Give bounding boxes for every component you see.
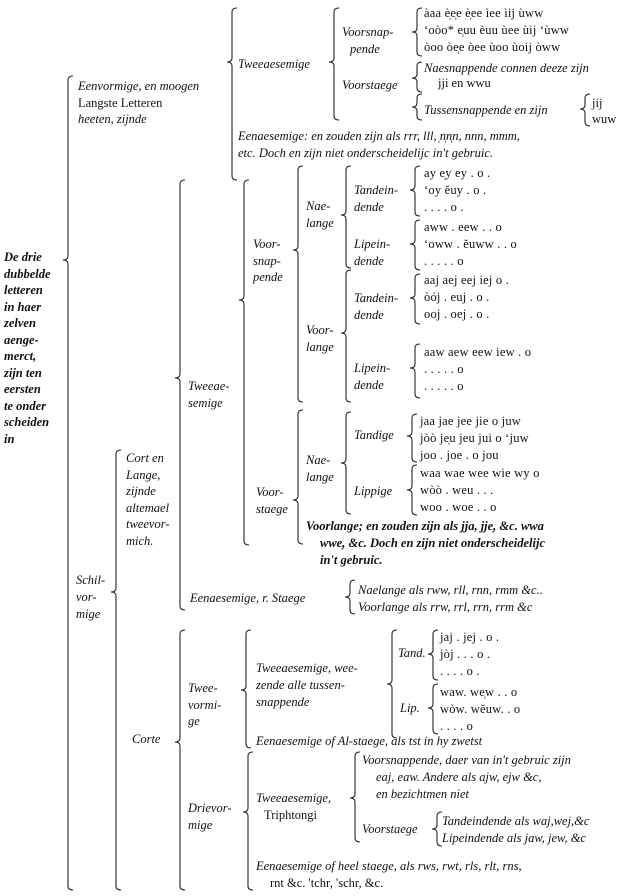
- voorsnappende-brace: [412, 8, 422, 56]
- vs-vl-tand-label: Tandein- dende: [354, 291, 398, 322]
- tweeaesemige-label: Tweeaesemige: [238, 57, 310, 71]
- vs-nl-lip-rows: aww . eew . . o ‘oww . ĕuww . . o . . . . . o: [424, 220, 517, 268]
- triphtongi-voorstaege-brace: [432, 812, 442, 846]
- vst-naelange-label: Nae- lange: [306, 453, 334, 484]
- cl-eenaesemige-values: Naelange als rww, rll, rnn, rmm &c.. Voorlange als rrw, rrl, rrn, rrm &c: [358, 583, 543, 614]
- schilvormige-brace: [111, 450, 121, 890]
- corte-tweevormige-label: Twee- vormi- ge: [188, 681, 222, 728]
- vst-tandige-label: Tandige: [354, 428, 394, 442]
- vs-nl-tand-rows: ay e̜y ey . o . ‘oy ĕuy . o . . . . . o .: [424, 166, 491, 214]
- corte-lip-label: Lip.: [400, 701, 420, 715]
- cl-tweeaesemige-label: Tweeae- semige: [188, 379, 230, 410]
- corte-lip-brace: [428, 684, 438, 734]
- vs-naelange-label: Nae- lange: [306, 199, 334, 230]
- vs-vl-lip-label: Lipein- dende: [354, 361, 391, 392]
- vs-naelange-brace: [341, 166, 351, 268]
- vst-lip-rows: waa wae wee wie wy o wòò . weu . . . woo . woe . . o: [420, 466, 540, 514]
- vs-vl-tand-brace: [410, 274, 420, 324]
- corte-tand-label: Tand.: [398, 646, 426, 660]
- root-brace: [63, 76, 73, 890]
- vst-lip-brace: [407, 465, 417, 515]
- vst-naelange-brace: [341, 412, 351, 514]
- cl-tweeaesemige-brace: [239, 180, 249, 545]
- tussen-values-brace: [580, 94, 590, 126]
- drievormige-label: Drievor- mige: [188, 801, 232, 832]
- corte-tweeaes-label: Tweeaesemige, wee- zende alle tussen- snappende: [256, 661, 358, 709]
- corte-brace: [175, 630, 185, 890]
- vst-tand-brace: [407, 414, 417, 462]
- vs-vl-lip-brace: [410, 344, 420, 398]
- corte-tweevormige-brace: [241, 630, 251, 748]
- vs-nl-tand-brace: [410, 166, 420, 216]
- cl-eenaesemige-label: Eenaesemige, r. Staege: [190, 591, 306, 605]
- tweeaesemige-brace: [329, 8, 339, 120]
- cort-en-lange-brace: [175, 180, 185, 610]
- triphtongi-voorsnap-note: Voorsnappende, daer van in't gebruic zijn eaj, eaw. Andere als ajw, ejw &c, en bezichtmen niet: [362, 753, 571, 801]
- root-label: De drie dubbelde letteren in haer zelven aenge- merct, zijn ten eersten te onder scheiden in: [4, 250, 51, 446]
- vs-voorlange-label: Voor- lange: [306, 323, 334, 354]
- voorsnappende-brace-2: [293, 166, 303, 402]
- tussensnappende-values: jij wuw: [592, 96, 617, 126]
- cl-eenaesemige-brace: [345, 580, 355, 614]
- cl-voorsnappende-label: Voor- snap- pende: [253, 237, 283, 284]
- tussensnappende-text: Tussensnappende en zijn: [424, 103, 548, 117]
- schilvormige-label: Schil- vor- mige: [76, 573, 106, 621]
- corte-label: Corte: [132, 732, 161, 746]
- cl-voorstaege-label: Voor- staege: [256, 485, 288, 516]
- corte-lip-rows: waw. we̜w . . o wòw. wĕuw. . o . . . . o: [440, 685, 521, 733]
- vs-nl-lip-brace: [410, 220, 420, 270]
- cl-voorstaege-brace: [293, 410, 303, 544]
- naesnappende-values: jji en wwu: [438, 76, 491, 90]
- drievormige-brace: [243, 752, 253, 890]
- vs-vl-tand-rows: aaj aej eej iej o . òój . euj . o . ooj . oej . o .: [424, 273, 510, 321]
- eenvormige-heading: Eenvormige, en moogen Langste Letteren heeten, zijnde: [78, 79, 200, 126]
- vst-lippige-label: Lippige: [354, 484, 393, 498]
- corte-tand-rows: jaj . jej . o . jòj . . . o . . . . . o .: [440, 630, 500, 678]
- triphtongi-voorstaege-label: Voorstaege: [362, 822, 418, 836]
- triphtongi-brace: [350, 752, 360, 842]
- triphtongi-label: Tweeaesemige, Triphtongi: [256, 791, 332, 822]
- voorsnappende-rows: àaa è̜e̜e è̜ee ìee ìij ùww ‘oòo* e̜uu èuu ùee ùij ‘ùww òoo òe̜e òee ùoo ùoij òww: [424, 6, 570, 54]
- voorlange-note: Voorlange; en zouden zijn als jja, jje̜, &c. wwa wwe̜, &c. Doch en zijn niet onderscheidelijc in't gebruic.: [306, 519, 545, 567]
- triphtongi-voorstaege-values: Tandeindende als waj,wej,&c Lipeindende als jaw, jew, &c: [442, 814, 590, 845]
- heel-staege-note: Eenaesemige of heel staege, als rws, rwt, rls, rlt, rns, rnt &c. 'tchr, 'schr, &c.: [256, 859, 522, 890]
- vs-nl-lip-label: Lipein- dende: [354, 237, 391, 268]
- corte-alstaege-note: Eenaesemige of Al-staege, als tst in hy zwetst: [256, 734, 483, 748]
- vs-vl-lip-rows: aaw aew eew iew . o . . . . . o . . . . . o: [424, 345, 532, 393]
- corte-tweeaes-brace: [387, 630, 397, 738]
- voorsnappende-label: Voorsnap- pende: [342, 25, 394, 56]
- vs-voorlange-brace: [341, 270, 351, 402]
- naesnappende-text: Naesnappende connen deeze zijn: [424, 61, 589, 75]
- cort-en-lange-label: Cort en Lange, zijnde altemael tweevor- mich.: [126, 451, 170, 548]
- eenvormige-brace: [227, 8, 237, 180]
- vst-tand-rows: jaa jae jee jie o juw jòò je̜u jeu jui o ‘juw joo . joe . o jou: [420, 414, 529, 462]
- vs-nl-tand-label: Tandein- dende: [354, 183, 398, 214]
- tussensnappende-brace: [412, 94, 422, 120]
- eenaesemige-note: Eenaesemige: en zouden zijn als rrr, lll, ̜n̜n̜n, nnn, mmm, etc. Doch en zijn niet onderscheidelijc in't gebruic.: [238, 129, 520, 160]
- corte-tand-brace: [428, 630, 438, 680]
- voorstaege-label: Voorstaege: [342, 78, 398, 92]
- naesnappende-brace: [412, 62, 422, 92]
